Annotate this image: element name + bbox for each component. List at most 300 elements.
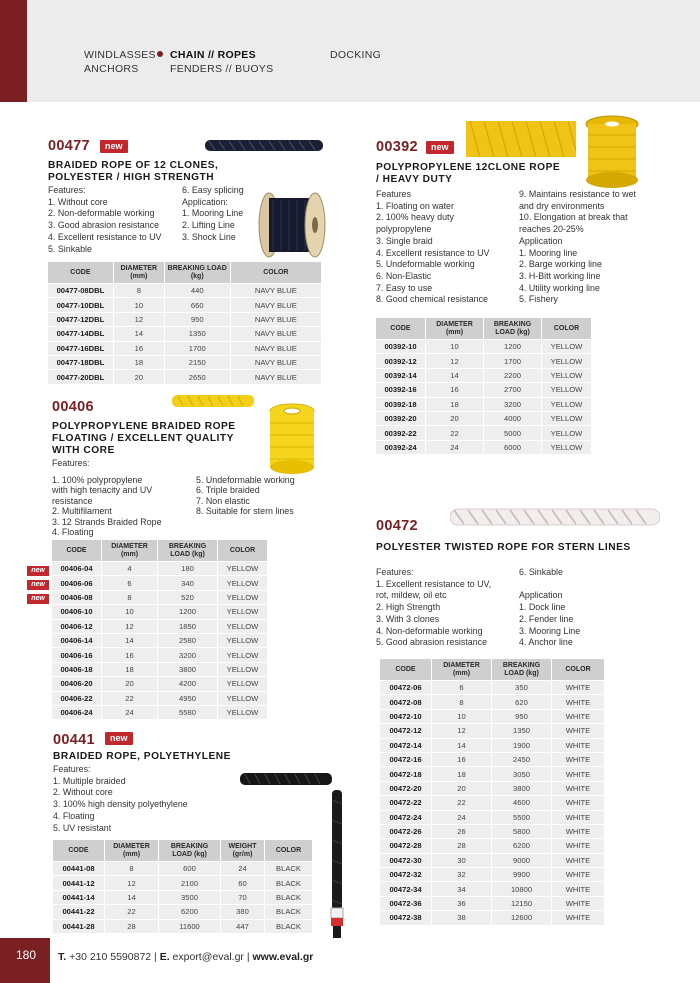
table-row (380, 868, 605, 881)
table-row (53, 920, 313, 933)
cell: 00406-06 (52, 576, 102, 589)
table-row (52, 620, 268, 633)
cell: 6000 (484, 441, 542, 454)
table-row (48, 327, 322, 340)
cell: 00441-22 (53, 905, 105, 918)
website-link[interactable]: www.eval.gr (252, 951, 314, 963)
table-row (380, 782, 605, 795)
cell: 1700 (484, 354, 542, 367)
cell: 00472-20 (380, 782, 432, 795)
table-header-row (48, 262, 322, 283)
cell: WHITE (552, 710, 605, 723)
cell: 00472-18 (380, 767, 432, 780)
cell: 12 (102, 620, 158, 633)
cell: 8 (102, 591, 158, 604)
nav-windlasses[interactable]: WINDLASSES (84, 49, 156, 61)
table-row (380, 695, 605, 708)
cell: 00477-14DBL (48, 327, 114, 340)
cell: NAVY BLUE (231, 342, 322, 355)
cell: 10 (114, 298, 165, 311)
new-badge: new (105, 732, 133, 745)
cell: YELLOW (218, 677, 268, 690)
new-badge: new (100, 140, 128, 153)
cell: 3500 (159, 891, 221, 904)
cell: 8 (432, 695, 492, 708)
cell: 00406-18 (52, 663, 102, 676)
cell: 00472-12 (380, 724, 432, 737)
cell: 24 (426, 441, 484, 454)
cell: 1350 (165, 327, 231, 340)
cell: 520 (158, 591, 218, 604)
email-link[interactable]: export@eval.gr | (172, 951, 250, 963)
table-row (53, 891, 313, 904)
table-row (52, 562, 268, 575)
cell: 5500 (492, 811, 552, 824)
table-row (52, 706, 268, 719)
cell: 18 (102, 663, 158, 676)
cell: YELLOW (218, 663, 268, 676)
cell: WHITE (552, 739, 605, 752)
cell: 4600 (492, 796, 552, 809)
spec-table (48, 261, 322, 385)
cell: WHITE (552, 839, 605, 852)
cell: 3050 (492, 767, 552, 780)
contact-line (58, 951, 313, 963)
phone-label: T. (58, 951, 67, 963)
table-row (53, 862, 313, 875)
navy-rope-spool-image (255, 190, 327, 260)
product-code: 00441 (53, 732, 95, 748)
product-title: POLYESTER / HIGH STRENGTH (48, 172, 215, 183)
table-header-row (53, 840, 313, 861)
cell: 00392-10 (376, 340, 426, 353)
cell: 16 (114, 342, 165, 355)
col-header: BREAKING LOAD (kg) (165, 262, 231, 283)
table-row (380, 767, 605, 780)
spec-table (376, 317, 592, 455)
cell: 00472-26 (380, 825, 432, 838)
cell: 00406-04 (52, 562, 102, 575)
cell: 4000 (484, 412, 542, 425)
yellow-rope-spool-image (582, 115, 642, 190)
cell: 20 (432, 782, 492, 795)
table-row (52, 591, 268, 604)
cell: YELLOW (542, 383, 592, 396)
table-header-row (380, 659, 605, 680)
product-code: 00392 (376, 139, 418, 155)
cell: 32 (432, 868, 492, 881)
table-row (376, 383, 592, 396)
table-header-row (52, 540, 268, 561)
cell: 16 (432, 753, 492, 766)
cell: 340 (158, 576, 218, 589)
features-list-2: 9. Maintains resistance to wet and dry environments 10. Elongation at break that reaches 20-25% Application 1. Mooring line 2. Barge working line 3. H-Bitt working line 4. Utility working line 5. Fishery (519, 189, 636, 305)
cell: 2650 (165, 370, 231, 383)
cell: BLACK (265, 862, 313, 875)
cell: WHITE (552, 897, 605, 910)
cell: 660 (165, 298, 231, 311)
cell: 12150 (492, 897, 552, 910)
table-row (376, 340, 592, 353)
cell: 2150 (165, 356, 231, 369)
table-row (380, 882, 605, 895)
cell: 18 (426, 398, 484, 411)
col-header: BREAKING LOAD (kg) (492, 659, 552, 680)
features-label: Features: (52, 458, 90, 468)
cell: BLACK (265, 920, 313, 933)
cell: 950 (165, 313, 231, 326)
new-badge: new (27, 594, 49, 604)
cell: 00406-20 (52, 677, 102, 690)
cell: 10800 (492, 882, 552, 895)
table-row (52, 576, 268, 589)
table-row (376, 354, 592, 367)
nav-docking[interactable]: DOCKING (330, 49, 382, 61)
product-code: 00477 (48, 138, 90, 154)
cell: YELLOW (542, 426, 592, 439)
table-row (52, 605, 268, 618)
black-rope-hanging-image (326, 790, 348, 950)
cell: 16 (102, 648, 158, 661)
table-row (52, 663, 268, 676)
cell: 00472-16 (380, 753, 432, 766)
cell: NAVY BLUE (231, 356, 322, 369)
cell: 00472-36 (380, 897, 432, 910)
col-header: BREAKING LOAD (kg) (484, 318, 542, 339)
cell: 00477-18DBL (48, 356, 114, 369)
col-header: CODE (52, 540, 102, 561)
table-row (380, 811, 605, 824)
cell: YELLOW (218, 706, 268, 719)
product-title: BRAIDED ROPE, POLYETHYLENE (53, 751, 231, 762)
yellow-rope-coil-image (259, 403, 325, 475)
cell: YELLOW (218, 648, 268, 661)
cell: WHITE (552, 724, 605, 737)
table-row (48, 356, 322, 369)
features-list: 1. 100% polypropylene with high tenacity and UV resistance 2. Multifilament 3. 12 Strands Braided Rope 4. Floating (52, 475, 162, 538)
cell: 00406-14 (52, 634, 102, 647)
yellow-rope-image (466, 121, 576, 157)
cell: 00477-10DBL (48, 298, 114, 311)
cell: 950 (492, 710, 552, 723)
table-row (53, 905, 313, 918)
cell: 22 (105, 905, 159, 918)
cell: 00441-14 (53, 891, 105, 904)
cell: 22 (102, 692, 158, 705)
product-title: WITH CORE (52, 445, 115, 456)
col-header: DIAMETER (mm) (114, 262, 165, 283)
cell: 18 (114, 356, 165, 369)
cell: 00406-22 (52, 692, 102, 705)
cell: 9900 (492, 868, 552, 881)
product-title: BRAIDED ROPE OF 12 CLONES, (48, 160, 219, 171)
cell: 10 (426, 340, 484, 353)
cell: WHITE (552, 868, 605, 881)
cell: WHITE (552, 753, 605, 766)
cell: 10 (102, 605, 158, 618)
col-header: BREAKING LOAD (kg) (159, 840, 221, 861)
cell: 12 (114, 313, 165, 326)
table-row (52, 677, 268, 690)
cell: 38 (432, 911, 492, 924)
cell: 00392-14 (376, 369, 426, 382)
cell: 3800 (158, 663, 218, 676)
cell: 1850 (158, 620, 218, 633)
cell: 8 (105, 862, 159, 875)
cell: 6200 (492, 839, 552, 852)
nav-anchors[interactable]: ANCHORS (84, 63, 139, 75)
cell: WHITE (552, 767, 605, 780)
nav-fenders-buoys[interactable]: FENDERS // BUOYS (170, 63, 274, 75)
product-title: / HEAVY DUTY (376, 174, 453, 185)
cell: 14 (432, 739, 492, 752)
table-row (380, 796, 605, 809)
table-row (380, 911, 605, 924)
table-row (48, 342, 322, 355)
cell: 4200 (158, 677, 218, 690)
table-row (376, 441, 592, 454)
cell: 620 (492, 695, 552, 708)
cell: WHITE (552, 882, 605, 895)
cell: 447 (221, 920, 265, 933)
table-row (380, 724, 605, 737)
features-list: Features: 1. Multiple braided 2. Without core 3. 100% high density polyethylene 4. Floating 5. UV resistant (53, 764, 188, 833)
cell: 12 (105, 876, 159, 889)
cell: 00472-06 (380, 681, 432, 694)
cell: 1700 (165, 342, 231, 355)
active-nav-bullet-icon (157, 51, 163, 57)
cell: 00477-16DBL (48, 342, 114, 355)
phone-number[interactable]: +30 210 5590872 | (69, 951, 157, 963)
cell: 5000 (484, 426, 542, 439)
cell: 24 (432, 811, 492, 824)
spec-table (380, 658, 605, 926)
cell: 600 (159, 862, 221, 875)
col-header: CODE (48, 262, 114, 283)
cell: 1350 (492, 724, 552, 737)
product-title: POLYESTER TWISTED ROPE FOR STERN LINES (376, 542, 631, 553)
col-header: COLOR (542, 318, 592, 339)
cell: 70 (221, 891, 265, 904)
cell: YELLOW (218, 634, 268, 647)
cell: 24 (221, 862, 265, 875)
cell: 12 (432, 724, 492, 737)
cell: 00441-08 (53, 862, 105, 875)
product-code: 00472 (376, 518, 418, 534)
table-row (380, 839, 605, 852)
cell: 11600 (159, 920, 221, 933)
nav-chain-ropes[interactable]: CHAIN // ROPES (170, 49, 256, 61)
spec-table (53, 839, 313, 934)
table-row (376, 426, 592, 439)
table-row (380, 897, 605, 910)
cell: NAVY BLUE (231, 327, 322, 340)
table-row (380, 854, 605, 867)
cell: BLACK (265, 876, 313, 889)
cell: 14 (105, 891, 159, 904)
table-row (52, 692, 268, 705)
page-number: 180 (16, 948, 37, 962)
cell: 00472-24 (380, 811, 432, 824)
cell: 3200 (158, 648, 218, 661)
features-list: Features: 1. Excellent resistance to UV, rot, mildew, oil etc 2. High Strength 3. With 3 clones 4. Non-deformable working 5. Good abrasion resistance (376, 567, 492, 648)
col-header: DIAMETER (mm) (105, 840, 159, 861)
cell: 24 (102, 706, 158, 719)
cell: BLACK (265, 891, 313, 904)
cell: NAVY BLUE (231, 370, 322, 383)
new-badge: new (27, 580, 49, 590)
cell: 2580 (158, 634, 218, 647)
cell: 14 (114, 327, 165, 340)
cell: 34 (432, 882, 492, 895)
cell: 18 (432, 767, 492, 780)
cell: 6 (102, 576, 158, 589)
table-row (380, 681, 605, 694)
cell: YELLOW (218, 591, 268, 604)
cell: 30 (432, 854, 492, 867)
cell: BLACK (265, 905, 313, 918)
table-row (376, 412, 592, 425)
table-row (48, 298, 322, 311)
col-header: DIAMETER (mm) (432, 659, 492, 680)
cell: 12600 (492, 911, 552, 924)
cell: WHITE (552, 681, 605, 694)
cell: YELLOW (542, 441, 592, 454)
cell: WHITE (552, 811, 605, 824)
cell: YELLOW (218, 620, 268, 633)
cell: 00406-16 (52, 648, 102, 661)
col-header: DIAMETER (mm) (102, 540, 158, 561)
col-header: COLOR (231, 262, 322, 283)
col-header: CODE (376, 318, 426, 339)
cell: 00406-10 (52, 605, 102, 618)
spec-table (52, 539, 268, 720)
cell: 2450 (492, 753, 552, 766)
col-header: WEIGHT (gr/m) (221, 840, 265, 861)
cell: 4950 (158, 692, 218, 705)
cell: YELLOW (542, 340, 592, 353)
cell: 5800 (492, 825, 552, 838)
cell: WHITE (552, 782, 605, 795)
cell: 28 (432, 839, 492, 852)
cell: 9000 (492, 854, 552, 867)
cell: YELLOW (542, 398, 592, 411)
cell: YELLOW (542, 354, 592, 367)
cell: 2700 (484, 383, 542, 396)
table-row (53, 876, 313, 889)
cell: 5580 (158, 706, 218, 719)
cell: 36 (432, 897, 492, 910)
features-list: Features 1. Floating on water 2. 100% heavy duty polypropylene 3. Single braid 4. Excellent resistance to UV 5. Undeformable working 6. Non-Elastic 7. Easy to use 8. Good chemical resistance (376, 189, 490, 305)
cell: 00477-12DBL (48, 313, 114, 326)
cell: YELLOW (218, 562, 268, 575)
cell: WHITE (552, 854, 605, 867)
new-badge: new (27, 566, 49, 576)
cell: WHITE (552, 825, 605, 838)
cell: 20 (102, 677, 158, 690)
cell: 00472-14 (380, 739, 432, 752)
black-rope-image (240, 771, 332, 787)
product-title: POLYPROPYLENE 12CLONE ROPE (376, 162, 561, 173)
features-list-2: 6. Sinkable Application 1. Dock line 2. Fender line 3. Mooring Line 4. Anchor line (519, 567, 581, 648)
table-row (380, 739, 605, 752)
cell: 20 (426, 412, 484, 425)
cell: 00392-18 (376, 398, 426, 411)
col-header: BREAKING LOAD (kg) (158, 540, 218, 561)
navy-rope-image (205, 139, 323, 152)
cell: 00472-10 (380, 710, 432, 723)
cell: 00477-20DBL (48, 370, 114, 383)
features-list-2: 5. Undeformable working 6. Triple braided 7. Non elastic 8. Suitable for stern lines (196, 475, 295, 517)
table-row (380, 825, 605, 838)
table-row (376, 398, 592, 411)
table-header-row (376, 318, 592, 339)
cell: 00472-32 (380, 868, 432, 881)
cell: YELLOW (218, 692, 268, 705)
cell: YELLOW (218, 576, 268, 589)
product-title: FLOATING / EXCELLENT QUALITY (52, 433, 234, 444)
cell: YELLOW (542, 412, 592, 425)
cell: 00406-12 (52, 620, 102, 633)
cell: 00441-28 (53, 920, 105, 933)
cell: 440 (165, 284, 231, 297)
cell: 6200 (159, 905, 221, 918)
cell: 14 (426, 369, 484, 382)
new-badge: new (426, 141, 454, 154)
cell: WHITE (552, 695, 605, 708)
table-row (48, 370, 322, 383)
cell: 3800 (492, 782, 552, 795)
cell: 3200 (484, 398, 542, 411)
cell: 22 (432, 796, 492, 809)
cell: 26 (432, 825, 492, 838)
cell: 1200 (484, 340, 542, 353)
cell: 00472-30 (380, 854, 432, 867)
email-label: E. (159, 951, 170, 963)
cell: 4 (102, 562, 158, 575)
cell: 10 (432, 710, 492, 723)
table-row (376, 369, 592, 382)
cell: 16 (426, 383, 484, 396)
col-header: COLOR (218, 540, 268, 561)
cell: 00406-24 (52, 706, 102, 719)
cell: 350 (492, 681, 552, 694)
header-accent-bar (0, 0, 27, 102)
cell: 00406-08 (52, 591, 102, 604)
cell: 1900 (492, 739, 552, 752)
cell: 00477-08DBL (48, 284, 114, 297)
col-header: COLOR (552, 659, 605, 680)
cell: 00472-28 (380, 839, 432, 852)
cell: 380 (221, 905, 265, 918)
cell: 60 (221, 876, 265, 889)
cell: 00472-34 (380, 882, 432, 895)
product-title: POLYPROPYLENE BRAIDED ROPE (52, 421, 236, 432)
cell: 28 (105, 920, 159, 933)
cell: WHITE (552, 796, 605, 809)
cell: 00392-20 (376, 412, 426, 425)
cell: 180 (158, 562, 218, 575)
cell: NAVY BLUE (231, 284, 322, 297)
cell: NAVY BLUE (231, 298, 322, 311)
application-list: 6. Easy splicing Application: 1. Mooring Line 2. Lifting Line 3. Shock Line (182, 185, 244, 242)
cell: WHITE (552, 911, 605, 924)
cell: 00392-24 (376, 441, 426, 454)
col-header: DIAMETER (mm) (426, 318, 484, 339)
cell: 22 (426, 426, 484, 439)
cell: YELLOW (218, 605, 268, 618)
table-row (52, 634, 268, 647)
